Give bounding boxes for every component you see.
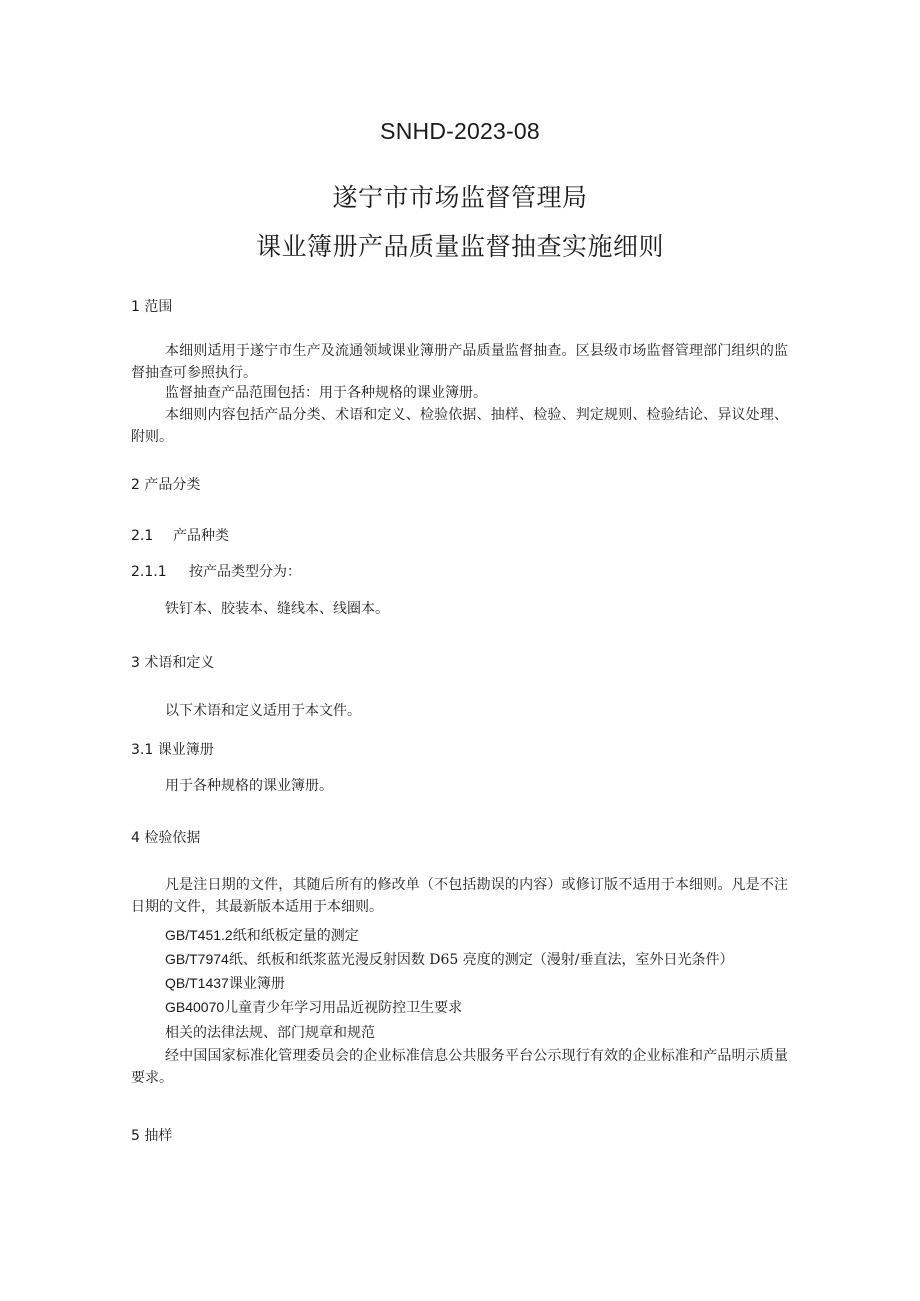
section-1-paragraph-scope: 本细则适用于遂宁市生产及流通领域课业簿册产品质量监督抽查。区县级市场监督管理部门组织的监督抽查可参照执行。 bbox=[131, 343, 788, 381]
section-2-1-1-number: 2.1.1 bbox=[131, 564, 167, 580]
section-1-paragraph-range: 监督抽查产品范围包括：用于各种规格的课业簿册。 bbox=[165, 385, 487, 401]
section-3-paragraph: 以下术语和定义适用于本文件。 bbox=[165, 703, 361, 719]
section-4-heading: 4 检验依据 bbox=[131, 830, 201, 846]
document-title-main: 课业簿册产品质量监督抽查实施细则 bbox=[255, 232, 664, 261]
reference-title: 纸、纸板和纸浆蓝光漫反射因数 D65 亮度的测定（漫射/垂直法，室外日光条件） bbox=[228, 952, 734, 968]
section-4-laws-line: 相关的法律法规、部门规章和规范 bbox=[165, 1025, 375, 1041]
section-2-1-1-title: 按产品类型分为： bbox=[189, 564, 301, 580]
section-2-1-title: 产品种类 bbox=[173, 528, 229, 544]
reference-code: GB/T451.2 bbox=[165, 927, 233, 943]
reference-title: 课业簿册 bbox=[228, 976, 285, 992]
reference-code: GB/T7974 bbox=[165, 951, 229, 967]
section-4-paragraph-enterprise-standards: 经中国国家标准化管理委员会的企业标准信息公共服务平台公示现行有效的企业标准和产品明示质量要求。 bbox=[131, 1048, 788, 1086]
section-5-heading: 5 抽样 bbox=[131, 1128, 173, 1144]
section-4-paragraph-dated-refs: 凡是注日期的文件，其随后所有的修改单（不包括勘误的内容）或修订版不适用于本细则。凡是不注日期的文件，其最新版本适用于本细则。 bbox=[131, 877, 788, 915]
reference-title: 纸和纸板定量的测定 bbox=[232, 928, 359, 944]
section-2-1-heading bbox=[131, 525, 229, 545]
reference-title: 儿童青少年学习用品近视防控卫生要求 bbox=[224, 1000, 463, 1016]
section-1-paragraph-contents: 本细则内容包括产品分类、术语和定义、检验依据、抽样、检验、判定规则、检验结论、异议处理、附则。 bbox=[131, 407, 788, 445]
section-3-1-definition: 用于各种规格的课业簿册。 bbox=[165, 778, 333, 794]
document-title-issuer: 遂宁市市场监督管理局 bbox=[332, 183, 588, 212]
reference-code: GB40070 bbox=[165, 999, 225, 1015]
section-1-heading: 1 范围 bbox=[131, 299, 173, 315]
reference-code: QB/T1437 bbox=[165, 975, 229, 991]
section-2-1-1-heading bbox=[131, 561, 301, 581]
product-types-list: 铁钉本、胶装本、缝线本、线圈本。 bbox=[165, 601, 389, 617]
reference-item bbox=[165, 997, 462, 1017]
document-code: SNHD-2023-08 bbox=[380, 118, 540, 144]
section-3-heading: 3 术语和定义 bbox=[131, 655, 215, 671]
section-2-heading: 2 产品分类 bbox=[131, 477, 201, 493]
section-2-1-number: 2.1 bbox=[131, 528, 154, 544]
section-3-1-heading: 3.1 课业簿册 bbox=[131, 742, 214, 758]
reference-item bbox=[165, 925, 359, 945]
reference-item bbox=[165, 973, 285, 993]
reference-item bbox=[165, 949, 733, 969]
